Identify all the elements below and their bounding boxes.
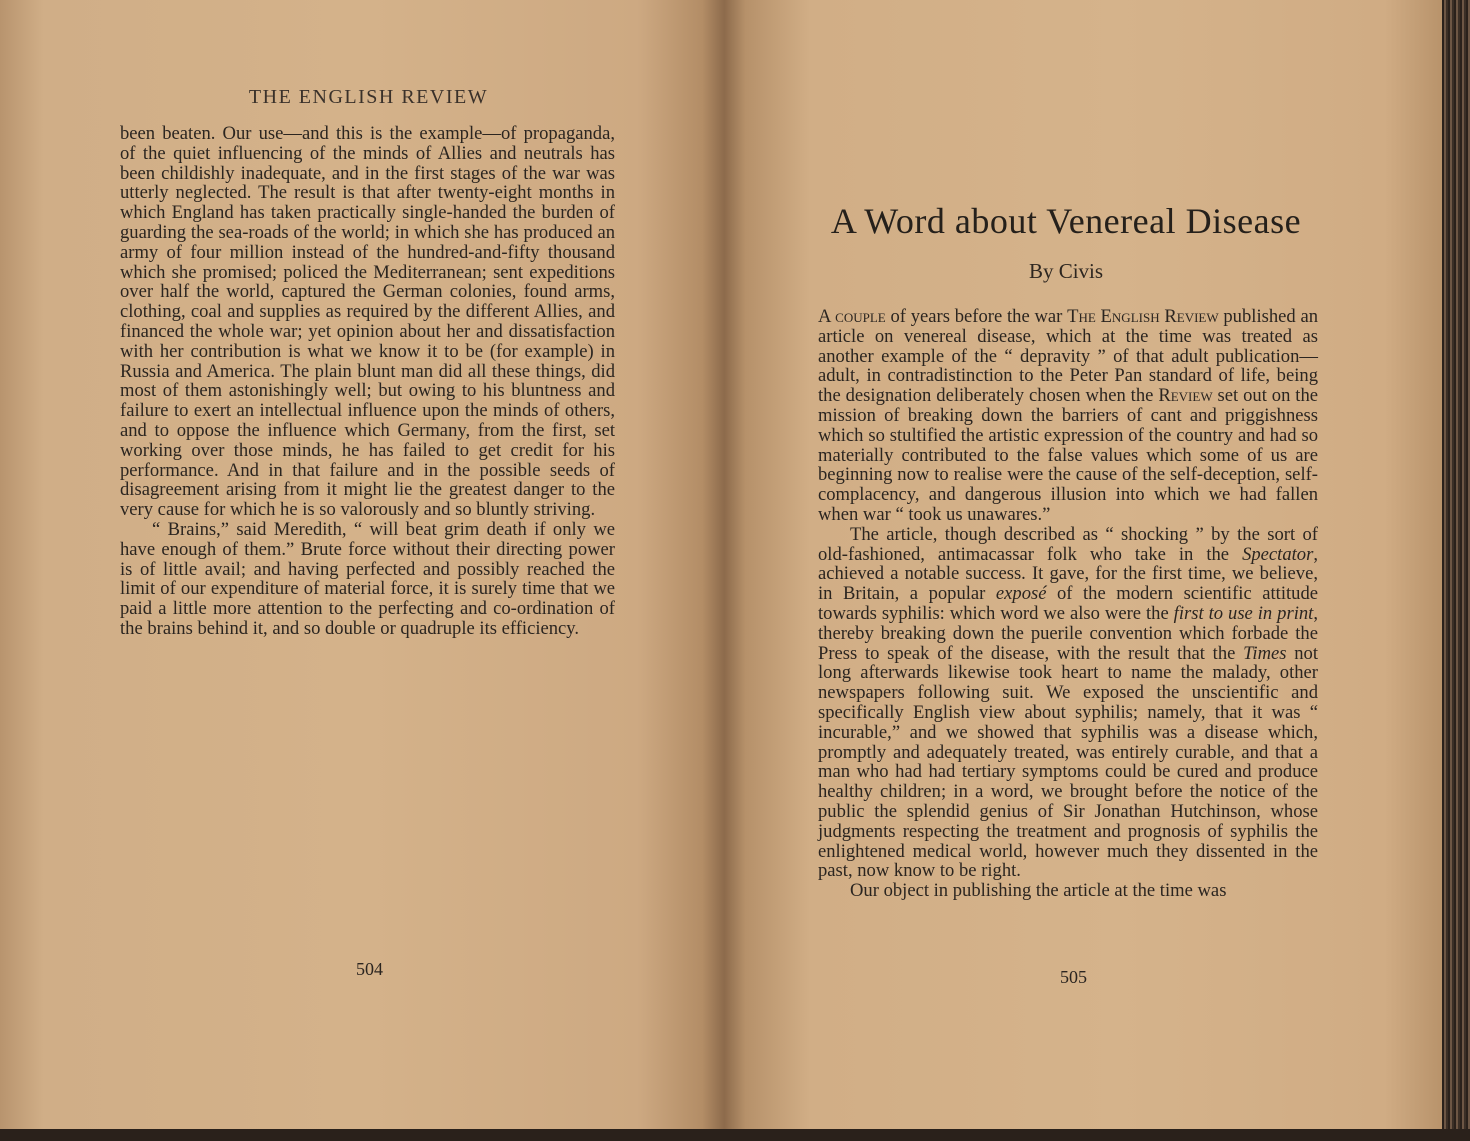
italic-term: Times — [1243, 642, 1287, 664]
article-title: A Word about Venereal Disease — [830, 201, 1302, 241]
page-number: 505 — [1060, 967, 1087, 987]
right-page-body — [818, 307, 1318, 901]
publication-name: Review — [1158, 385, 1213, 407]
page-number: 504 — [356, 959, 383, 979]
byline: By Civis — [1028, 259, 1104, 283]
paragraph — [818, 525, 1318, 881]
italic-term: exposé — [995, 583, 1047, 605]
bottom-shadow — [0, 1129, 1470, 1141]
text-run: , achieved a notable success. It gave, for the first time, we believe, in Britain, a popular — [818, 543, 1318, 605]
text-run: of years before the war — [885, 306, 1068, 327]
italic-term: first to use in print — [1173, 602, 1314, 624]
running-head: THE ENGLISH REVIEW — [248, 86, 489, 108]
text-run: of the modern scientific attitude towards syphilis: which word we also were the — [818, 583, 1318, 624]
text-run: set out on the mission of breaking down the barriers of cant and priggishness which so stultified the artistic expression of the country and had so materially contributed to the false values which some of us are beginning now to realise were the cause of the self-deception, self-complacency, and dangerous illusion into which we had fallen when war “ took us unawares.” — [818, 385, 1318, 525]
paragraph: been beaten. Our use—and this is the example—of propaganda, of the quiet influencing of the minds of Allies and neutrals has been childishly inadequate, and in the first stages of the war was utterly neglected. The result is that after twenty-eight months in which England has taken practically single-handed the burden of guarding the sea-roads of the world; in which she has produced an army of four million instead of the hundred-and-fifty thousand which she promised; policed the Mediterranean; sent expeditions over half the world, captured the German colonies, found arms, clothing, coal and supplies as required by the different Allies, and financed the whole war; yet opinion about her and dissatisfaction with her contribution is what we know it to be (for example) in Russia and America. The plain blunt man did all these things, did most of them astonishingly well; but owing to his bluntness and failure to exert an intellectual influence upon the minds of others, and to oppose the influence which Germany, from the first, set working over those minds, he has failed to get credit for his performance. And in that failure and in the possible seeds of disagreement arising from it might lie the greatest danger to the very cause for which he is so valorously and so bluntly striving. — [120, 123, 615, 521]
lead-smallcaps: A couple — [818, 306, 886, 327]
paragraph: “ Brains,” said Meredith, “ will beat grim death if only we have enough of them.” Brute force without their directing power is of little avail; and having perfected and possibly reached the limit of our expenditure of material force, it is surely time that we paid a little more attention to the perfecting and co-ordination of the brains behind it, and so double or quadruple its efficiency. — [120, 518, 615, 639]
text-run: , thereby breaking down the puerile convention which forbade the Press to speak of the disease, with the result that the — [818, 602, 1318, 664]
paragraph: Our object in publishing the article at the time was — [850, 880, 1227, 902]
right-page — [724, 0, 1442, 1141]
italic-term: Spectator — [1242, 543, 1314, 565]
text-run: not long afterwards likewise took heart to name the malady, other newspapers following suit. We exposed the unscientific and specifically English view about syphilis; namely, that it was “ incurable,” and we showed that syphilis was a disease which, promptly and adequately treated, was entirely curable, and that a man who had had tertiary symptoms could be cured and produce healthy children; in a word, we brought before the notice of the public the splendid genius of Sir Jonathan Hutchinson, whose judgments respecting the treatment and prognosis of syphilis the enlightened medical world, however much they dissented in the past, now know to be right. — [818, 642, 1318, 882]
paragraph — [818, 307, 1318, 525]
left-page-body — [120, 124, 615, 639]
text-run: The article, though described as “ shocking ” by the sort of old-fashioned, antimacassar folk who take in the — [818, 523, 1318, 565]
publication-name: The English Review — [1067, 306, 1219, 327]
page-edges — [1442, 0, 1470, 1141]
text-run: published an article on venereal disease, which at the time was treated as another example of the “ depravity ” of that adult publication—adult, in contradistinction to the Peter Pan standard of life, being the designation deliberately chosen when the — [818, 306, 1319, 407]
left-page — [0, 0, 724, 1141]
